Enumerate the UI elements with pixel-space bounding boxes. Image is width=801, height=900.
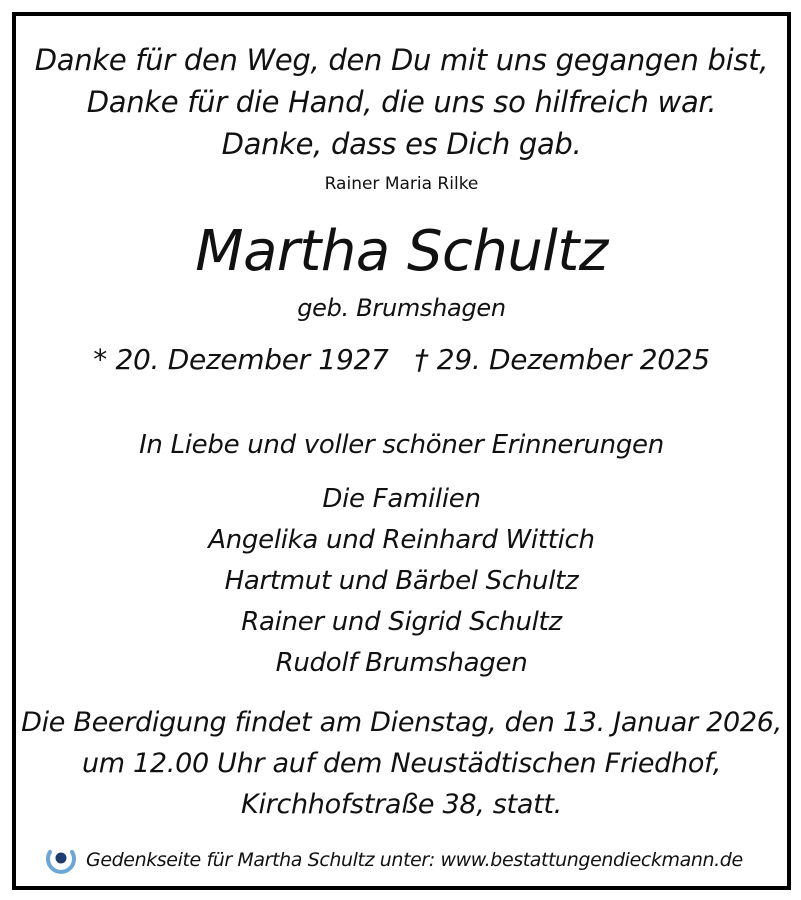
mourner-line: Angelika und Reinhard Wittich — [208, 525, 595, 555]
deceased-name: Martha Schultz — [195, 219, 608, 284]
quote-line-3: Danke, dass es Dich gab. — [221, 127, 582, 161]
mourner-line: Die Familien — [322, 484, 481, 514]
quote-line-2: Danke für die Hand, die uns so hilfreich war. — [86, 85, 717, 119]
life-dates — [16, 343, 787, 376]
mourner-line: Hartmut und Bärbel Schultz — [224, 566, 579, 596]
funeral-line-3: Kirchhofstraße 38, statt. — [241, 789, 562, 820]
quote-author: Rainer Maria Rilke — [324, 174, 479, 194]
memorial-page-link[interactable]: Gedenkseite für Martha Schultz unter: www.bestattungendieckmann.de — [86, 849, 743, 871]
obituary-frame — [12, 12, 791, 890]
memorial-page-footer — [44, 842, 743, 878]
mourner-line: Rainer und Sigrid Schultz — [241, 607, 562, 637]
dedication-text: In Liebe und voller schöner Erinnerungen — [139, 430, 664, 460]
birth-date: * 20. Dezember 1927 — [93, 343, 389, 376]
funeral-line-1: Die Beerdigung findet am Dienstag, den 13. Januar 2026, — [21, 707, 782, 738]
memorial-logo-icon — [44, 843, 78, 877]
death-date: † 29. Dezember 2025 — [414, 343, 710, 376]
birth-name: geb. Brumshagen — [297, 294, 506, 322]
mourner-line: Rudolf Brumshagen — [275, 648, 528, 678]
quote-line-1: Danke für den Weg, den Du mit uns gegangen bist, — [34, 43, 769, 77]
funeral-line-2: um 12.00 Uhr auf dem Neustädtischen Friedhof, — [81, 748, 722, 779]
